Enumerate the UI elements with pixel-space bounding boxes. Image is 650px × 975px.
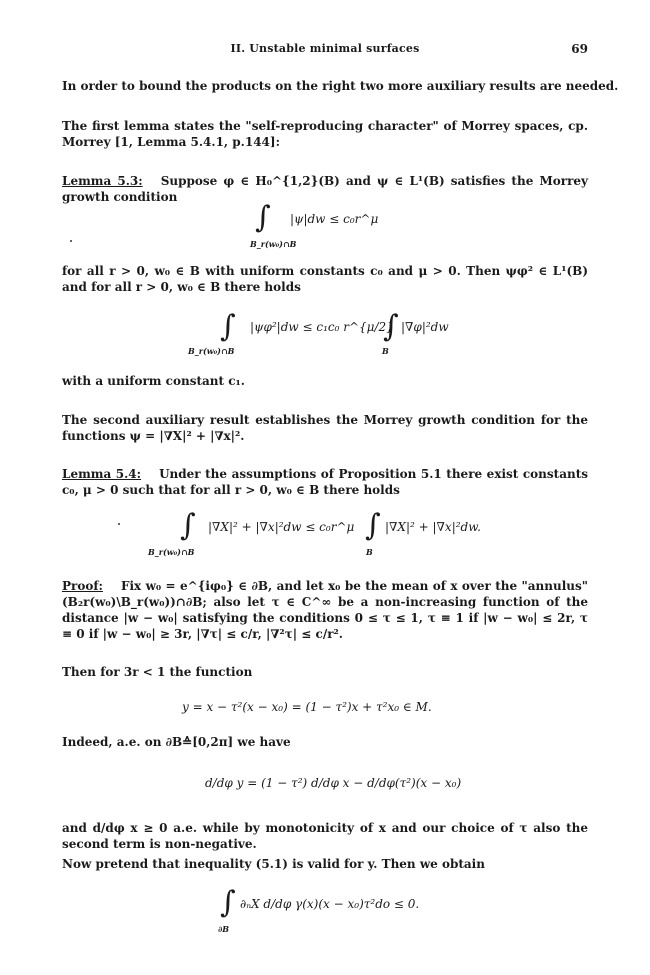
integral-sign: ∫ <box>180 508 196 543</box>
integral-domain: B_r(w₀)∩B <box>188 346 235 356</box>
running-title: II. Unstable minimal surfaces <box>230 42 420 55</box>
equation-y-definition: y = x − τ²(x − x₀) = (1 − τ²)x + τ²x₀ ∈ M. <box>182 700 432 714</box>
equation-lemma-5-4-right: |∇X|² + |∇x|²dw. <box>385 520 481 534</box>
equation-product-bound-right: |∇φ|²dw <box>401 320 449 334</box>
integral-sign: ∫ <box>383 309 399 344</box>
integral-domain: B <box>366 547 373 557</box>
integral-sign: ∫ <box>365 508 381 543</box>
stray-mark <box>70 240 72 242</box>
stray-mark <box>118 523 120 525</box>
lemma-5-3-statement: Suppose φ ∈ H₀^{1,2}(B) and ψ ∈ L¹(B) satisfies the Morrey growth condition <box>62 174 588 204</box>
paragraph-monotonicity: and d/dφ x ≥ 0 a.e. while by monotonicity of x and our choice of τ also the second term is non-negative. <box>62 821 588 851</box>
lemma-5-3-label: Lemma 5.3: <box>62 174 143 188</box>
paragraph-then-for: Then for 3r < 1 the function <box>62 665 253 679</box>
lemma-5-4 <box>62 466 588 498</box>
equation-morrey-growth: |ψ|dw ≤ c₀r^μ <box>290 212 379 226</box>
running-header <box>62 42 588 60</box>
equation-product-bound-left: |ψφ²|dw ≤ c₁c₀ r^{μ/2} <box>250 320 394 334</box>
lemma-5-3 <box>62 173 588 205</box>
integral-sign: ∫ <box>220 885 236 920</box>
page-number: 69 <box>571 42 588 56</box>
integral-domain: B_r(w₀)∩B <box>250 239 297 249</box>
equation-derivative-y: d/dφ y = (1 − τ²) d/dφ x − d/dφ(τ²)(x − x₀) <box>205 776 462 790</box>
integral-sign: ∫ <box>220 309 236 344</box>
lemma-5-4-statement: Under the assumptions of Proposition 5.1 there exist constants c₀, μ > 0 such that for all r > 0, w₀ ∈ B there holds <box>62 467 588 497</box>
lemma-5-3-constant: with a uniform constant c₁. <box>62 374 245 388</box>
integral-domain: B <box>382 346 389 356</box>
lemma-5-3-hypothesis: for all r > 0, w₀ ∈ B with uniform constants c₀ and μ > 0. Then ψφ² ∈ L¹(B) and for all r > 0, w₀ ∈ B there holds <box>62 264 588 294</box>
lemma-5-4-label: Lemma 5.4: <box>62 467 142 481</box>
proof-text: Fix w₀ = e^{iφ₀} ∈ ∂B, and let x₀ be the mean of x over the "annulus" (B₂r(w₀)\B_r(w₀))∩∂B; also let τ ∈ C^∞ be a non-increasing function of the distance |w − w₀| satisfying the conditions 0 ≤ τ ≤ 1, τ ≡ 1 if |w − w₀| ≤ 2r, τ ≡ 0 if |w − w₀| ≥ 3r, |∇τ| ≤ c/r, |∇²τ| ≤ c/r². <box>62 579 588 641</box>
integral-domain: ∂B <box>218 924 230 934</box>
integral-domain: B_r(w₀)∩B <box>148 547 195 557</box>
equation-lemma-5-4-left: |∇X|² + |∇x|²dw ≤ c₀r^μ <box>208 520 355 534</box>
equation-final-inequality: ∂ₙX d/dφ γ(x)(x − x₀)τ²do ≤ 0. <box>240 897 420 911</box>
paragraph-first-lemma: The first lemma states the "self-reproducing character" of Morrey spaces, cp. Morrey [1, Lemma 5.4.1, p.144]: <box>62 119 588 149</box>
paragraph-pretend: Now pretend that inequality (5.1) is valid for y. Then we obtain <box>62 857 485 871</box>
proof-label: Proof: <box>62 579 103 593</box>
paragraph-indeed: Indeed, a.e. on ∂B≙[0,2π] we have <box>62 735 291 749</box>
paragraph-second-result: The second auxiliary result establishes the Morrey growth condition for the functions ψ = |∇X|² + |∇x|². <box>62 413 588 443</box>
integral-sign: ∫ <box>255 200 271 235</box>
proof <box>62 578 588 642</box>
paragraph-intro: In order to bound the products on the right two more auxiliary results are needed. <box>62 79 619 93</box>
